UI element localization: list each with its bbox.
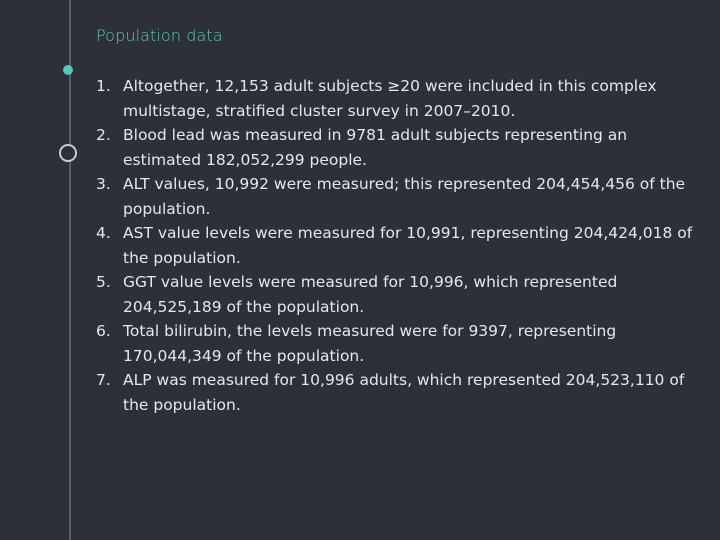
list-item-text: ALT values, 10,992 were measured; this represented 204,454,456 of the population. xyxy=(123,175,686,218)
timeline-dot-ring xyxy=(59,144,77,162)
timeline-dot-filled xyxy=(63,65,73,75)
list-item-number: 3. xyxy=(96,175,111,193)
list-item xyxy=(96,74,708,123)
timeline-line xyxy=(69,0,71,540)
list-item xyxy=(96,319,708,368)
list-item-number: 7. xyxy=(96,371,111,389)
list-item xyxy=(96,368,708,417)
list-item-number: 5. xyxy=(96,273,111,291)
list-item-text: GGT value levels were measured for 10,996, which represented 204,525,189 of the population. xyxy=(123,273,618,316)
list-item xyxy=(96,221,708,270)
list-item-number: 6. xyxy=(96,322,111,340)
list-item-number: 4. xyxy=(96,224,111,242)
list-item-number: 1. xyxy=(96,77,111,95)
list-item-number: 2. xyxy=(96,126,111,144)
list-item-text: Altogether, 12,153 adult subjects ≥20 were included in this complex multistage, stratified cluster survey in 2007–2010. xyxy=(123,77,657,120)
list-item xyxy=(96,172,708,221)
list-item-text: Blood lead was measured in 9781 adult subjects representing an estimated 182,052,299 people. xyxy=(123,126,628,169)
list-item-text: Total bilirubin, the levels measured were for 9397, representing 170,044,349 of the population. xyxy=(123,322,617,365)
list-item-text: ALP was measured for 10,996 adults, which represented 204,523,110 of the population. xyxy=(123,371,685,414)
slide-title: Population data xyxy=(96,26,223,45)
list-item xyxy=(96,123,708,172)
list-item-text: AST value levels were measured for 10,991, representing 204,424,018 of the population. xyxy=(123,224,693,267)
population-list xyxy=(96,74,708,417)
list-item xyxy=(96,270,708,319)
